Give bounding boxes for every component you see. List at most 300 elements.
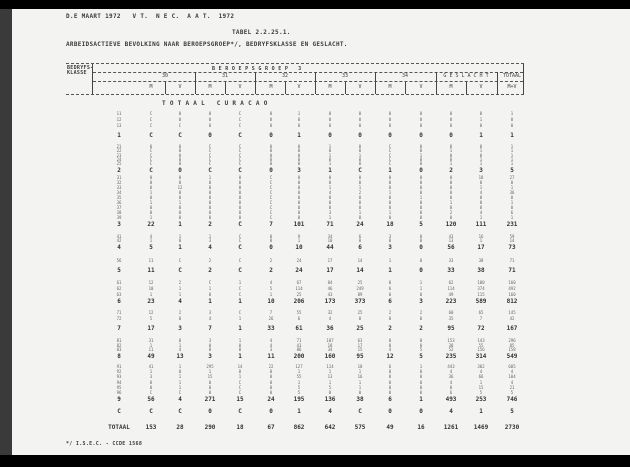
detail-row-value: 0 [449,156,453,162]
column-separator [285,82,286,94]
detail-row-value: 605 [508,364,516,369]
detail-row-value: 36 [509,190,515,195]
detail-row-value: 0 [178,316,182,321]
detail-row-value: 6 [297,316,301,321]
detail-row-value: 0 [419,156,423,162]
subtotal-row-value: 3 [388,244,392,251]
detail-row-label: 23 [116,152,122,158]
detail-row-label: 94 [116,379,122,385]
detail-row-value: 38 [478,258,484,263]
detail-row-value: 0 [149,195,153,200]
detail-row-value: C [238,123,242,128]
detail-row-value: 0 [269,234,273,239]
column-separator [497,72,498,94]
detail-row-value: 1 [178,374,182,380]
column-separator [315,72,316,94]
detail-row-value: 0 [328,390,332,395]
detail-row-value: 0 [388,280,392,285]
occupation-group-31: 31 [221,73,229,79]
detail-row-value: C [208,161,212,166]
detail-row-value: 0 [178,175,182,180]
detail-row-value: 11 [148,258,154,263]
detail-row-value: 4 [449,379,453,385]
detail-row-value: 0 [297,200,301,205]
detail-row-value: 0 [449,185,453,190]
detail-row-value: C [178,123,182,128]
subtotal-row-value: 173 [324,298,336,305]
subtotal-row-value: 0 [419,244,423,251]
detail-row-value: 107 [326,338,334,343]
detail-row-value: 0 [449,117,453,122]
detail-row-value: 0 [479,111,483,116]
detail-row-value: 0 [358,180,362,185]
rule [66,63,524,64]
detail-row-value: 1 [238,316,242,321]
detail-row-value: 0 [297,205,301,210]
detail-row-value: 0 [358,144,362,149]
subtotal-row-value: 71 [326,221,334,228]
detail-row-value: 8 [388,338,392,343]
unknown-row-value: 0 [208,408,212,415]
detail-row-value: 0 [328,156,332,162]
subtotal-row-value: 13 [176,353,184,360]
detail-row-value: 15 [357,347,363,352]
subtotal-row-value: 4 [178,298,182,305]
subtotal-row-value: 1 [388,267,392,274]
subtotal-row-value: 10 [267,298,275,305]
detail-row-value: 43 [448,234,454,239]
detail-row-label: 81 [116,338,122,343]
subtotal-row-value: 4 [178,396,182,403]
detail-row-value: C [238,292,242,297]
detail-row-value: 0 [328,205,332,210]
detail-row-value: 0 [178,144,182,149]
detail-row-value: 1 [178,342,182,348]
subtotal-row-value: 2 [269,267,273,274]
detail-row-value: 0 [178,210,182,215]
detail-row-value: 0 [297,215,301,220]
detail-row-value: 0 [297,123,301,128]
detail-row-value: 0 [388,369,392,375]
detail-row-label: 33 [116,185,122,190]
detail-row-value: 12 [148,310,154,315]
detail-row-value: C [149,152,153,158]
detail-row-value: 0 [178,180,182,185]
detail-row-value: 0 [388,316,392,321]
detail-row-value: 1 [238,338,242,343]
detail-row-value: 0 [178,195,182,200]
unknown-row-value: C [149,408,153,415]
detail-row-value: 11 [148,347,154,352]
detail-row-value: 4 [479,190,483,195]
detail-row-value: 0 [388,200,392,205]
detail-row-value: 0 [269,369,273,375]
detail-row-value: 115 [477,292,485,297]
subtotal-row-value: 23 [147,298,155,305]
detail-row-value: 0 [269,390,273,395]
detail-row-value: 0 [388,384,392,390]
detail-row-value: 114 [295,286,303,291]
detail-row-value: 0 [388,195,392,200]
subtotal-row-value: 95 [356,353,364,360]
rule [66,94,524,95]
detail-row-value: 1 [208,369,212,375]
detail-row-value: 14 [509,238,515,243]
detail-row-value: 2 [178,280,182,285]
subtotal-row-value: 3 [297,167,301,174]
subtotal-row-value: C [238,267,242,274]
detail-row-value: 13 [448,238,454,243]
detail-row-value: 1 [328,185,332,190]
detail-row-value: C [269,190,273,195]
subtotal-row-value: 167 [506,325,518,332]
detail-row-value: 0 [510,117,514,122]
detail-row-value: 17 [327,258,333,263]
subtotal-row-value: 3 [419,298,423,305]
rule [93,81,523,82]
subtotal-row-value: 1 [178,244,182,251]
detail-row-value: 1 [149,215,153,220]
detail-row-value: 1 [297,379,301,385]
subtotal-row-value: C [238,221,242,228]
detail-row-value: 71 [296,338,302,343]
detail-row-value: 0 [419,185,423,190]
detail-row-value: 0 [358,123,362,128]
subtotal-row-value: 11 [147,267,155,274]
detail-row-value: 0 [358,390,362,395]
detail-row-value: 0 [358,200,362,205]
detail-row-value: 0 [178,369,182,375]
detail-row-value: 0 [328,117,332,122]
detail-row-value: 0 [419,369,423,375]
detail-row-value: 55 [296,374,302,380]
detail-row-value: 1 [297,238,301,243]
subtotal-row-value: 2 [419,325,423,332]
detail-row-label: 71 [116,310,122,315]
subtotal-row-value: 0 [419,132,423,139]
footnote: */ I.S.E.C. - CCDE 1568 [66,441,143,447]
subtotal-row-value: 589 [475,298,487,305]
detail-row-value: 160 [508,292,516,297]
detail-row-value: 0 [269,123,273,128]
unknown-row-label: C [117,408,121,415]
detail-row-value: 1 [149,342,153,348]
detail-row-value: 33 [448,258,454,263]
detail-row-value: 16 [357,374,363,380]
detail-row-value: 0 [297,156,301,162]
detail-row-value: 158 [508,347,516,352]
detail-row-value: 21 [509,384,515,390]
section-title: T O T A A L C U R A C A O [162,100,268,107]
detail-row-value: 1 [510,215,514,220]
detail-row-value: 0 [269,238,273,243]
detail-row-value: 63 [357,338,363,343]
subtotal-row-value: 7 [208,325,212,332]
detail-row-label: 34 [116,190,122,195]
column-separator [436,72,437,94]
subtotal-row-label: 1 [117,132,121,139]
subtotal-row-label: 4 [117,244,121,251]
detail-row-value: 1 [328,379,332,385]
detail-row-value: 0 [238,185,242,190]
sub-column-header: M+V [507,84,517,90]
subtotal-row-label: 9 [117,396,121,403]
detail-row-value: 0 [149,384,153,390]
detail-row-value: 156 [477,347,485,352]
detail-row-value: C [238,144,242,149]
subtotal-row-value: 0 [419,167,423,174]
detail-row-value: 1 [419,195,423,200]
subtotal-row-value: 24 [267,396,275,403]
detail-row-value: C [149,161,153,166]
detail-row-value: C [388,152,392,158]
detail-row-label: 61 [116,280,122,285]
subtotal-row-value: 56 [447,244,455,251]
sub-column-header: M [328,84,332,90]
subtotal-row-value: 1 [479,132,483,139]
detail-row-value: 1 [269,292,273,297]
detail-row-value: 0 [510,195,514,200]
subtotal-row-value: 3 [479,167,483,174]
detail-row-value: 5 [297,384,301,390]
detail-row-value: 1 [449,200,453,205]
detail-row-value: C [208,148,212,154]
subtotal-row-value: 0 [269,244,273,251]
detail-row-value: 145 [508,310,516,315]
sub-column-header: V [419,84,423,90]
detail-row-value: 0 [388,180,392,185]
detail-row-value: 0 [510,123,514,128]
detail-row-value: 0 [419,384,423,390]
subtotal-row-value: 253 [475,396,487,403]
subtotal-row-value: 1 [510,132,514,139]
detail-row-value: 4 [269,280,273,285]
detail-row-value: 249 [356,286,364,291]
detail-row-value: 4 [328,190,332,195]
detail-row-value: 6 [388,286,392,291]
detail-row-value: 4 [328,316,332,321]
detail-row-label: 31 [116,175,122,180]
detail-row-value: 0 [419,390,423,395]
detail-row-value: 0 [419,123,423,128]
subtotal-row-value: 111 [475,221,487,228]
subtotal-row-label: 8 [117,353,121,360]
detail-row-value: 0 [328,175,332,180]
subtotal-row-value: 15 [236,396,244,403]
detail-row-value: 1 [449,161,453,166]
subtotal-row-value: C [149,167,153,174]
detail-row-value: 4 [479,210,483,215]
detail-row-value: 1 [510,111,514,116]
detail-row-value: 127 [295,364,303,369]
detail-row-value: C [238,384,242,390]
detail-row-value: 1 [358,185,362,190]
subtotal-row-value: 120 [445,221,457,228]
sub-column-header: M [388,84,392,90]
detail-row-value: 100 [477,280,485,285]
detail-row-value: 0 [208,123,212,128]
detail-row-value: 49 [448,292,454,297]
detail-row-value: 0 [449,111,453,116]
subtotal-row-value: 493 [445,396,457,403]
detail-row-label: 36 [116,200,122,205]
detail-row-label: 62 [116,286,122,291]
detail-row-value: 1 [419,152,423,158]
detail-row-value: C [388,144,392,149]
detail-row-label: 92 [116,369,122,375]
detail-row-value: 0 [238,200,242,205]
detail-row-value: 32 [327,310,333,315]
subtotal-row-value: 812 [506,298,518,305]
detail-row-value: 35 [448,316,454,321]
detail-row-value: 0 [358,195,362,200]
subtotal-row-value: 1 [388,167,392,174]
detail-row-value: 0 [419,161,423,166]
detail-row-value: 31 [148,338,154,343]
detail-row-value: 0 [419,175,423,180]
detail-row-value: C [269,195,273,200]
detail-row-value: 3 [269,347,273,352]
detail-row-value: 0 [388,374,392,380]
detail-row-value: 0 [388,185,392,190]
subtotal-row-value: 24 [356,221,364,228]
subtotal-row-value: C [178,267,182,274]
detail-row-label: 82 [116,342,122,348]
unknown-row-value: 0 [388,408,392,415]
detail-row-value: 2 [269,258,273,263]
detail-row-value: 0 [149,185,153,190]
detail-row-value: 1 [178,364,182,369]
subtotal-row-value: 1 [297,132,301,139]
detail-row-value: 0 [388,215,392,220]
detail-row-value: 14 [357,258,363,263]
detail-row-value: 26 [268,316,274,321]
detail-row-value: 0 [208,342,212,348]
detail-row-value: C [388,148,392,154]
detail-row-value: 0 [269,156,273,162]
detail-row-value: 1 [388,258,392,263]
detail-row-value: 6 [510,210,514,215]
detail-row-value: 0 [479,152,483,158]
detail-row-value: 5 [328,384,332,390]
subtotal-row-value: C [149,132,153,139]
sub-column-header: V [178,84,182,90]
detail-row-value: 1 [479,379,483,385]
detail-row-value: 27 [509,175,515,180]
detail-row-value: 0 [510,180,514,185]
detail-row-value: 1 [388,190,392,195]
row-label-header: BEDRYFS- KLASSE [67,65,94,76]
detail-row-value: 6 [449,390,453,395]
detail-row-value: 0 [419,292,423,297]
detail-row-value: 295 [206,364,214,369]
subtotal-row-value: 206 [293,298,305,305]
subtotal-row-value: 33 [267,325,275,332]
detail-row-value: 0 [419,117,423,122]
detail-row-value: 153 [447,338,455,343]
column-separator [345,82,346,94]
rule [523,64,524,94]
detail-row-value: 1 [208,175,212,180]
occupation-group-34: 34 [401,73,409,79]
detail-row-value: 1 [510,200,514,205]
detail-row-value: 1 [358,369,362,375]
subtotal-row-value: 36 [326,325,334,332]
detail-row-value: 0 [388,111,392,116]
detail-row-value: C [208,280,212,285]
detail-row-value: 0 [269,148,273,154]
detail-row-value: 0 [388,379,392,385]
detail-row-value: 1 [238,280,242,285]
header-line: D.E MAART 1972 V T. N E C. A A T. 1972 [66,13,235,20]
detail-row-value: 1 [178,379,182,385]
subtotal-row-label: 7 [117,325,121,332]
detail-row-value: 0 [238,190,242,195]
subtotal-row-value: 14 [356,267,364,274]
detail-row-value: 4 [510,379,514,385]
detail-row-value: 114 [326,364,334,369]
detail-row-value: 1 [178,292,182,297]
detail-row-value: 0 [419,379,423,385]
detail-row-label: 72 [116,316,122,321]
detail-row-value: 0 [149,205,153,210]
subtotal-row-value: 95 [447,325,455,332]
detail-row-value: 1 [149,190,153,195]
detail-row-value: 0 [238,205,242,210]
detail-row-value: 374 [477,286,485,291]
detail-row-value: 0 [178,190,182,195]
subtotal-row-value: 101 [293,221,305,228]
detail-row-label: 24 [116,156,122,162]
subtotal-row-value: 17 [326,267,334,274]
unknown-row-value: 1 [297,408,301,415]
subtotal-row-value: 223 [445,298,457,305]
detail-row-value: 0 [419,234,423,239]
detail-row-value: 46 [327,286,333,291]
subtotal-row-value: 49 [147,353,155,360]
detail-row-value: 25 [357,280,363,285]
detail-row-value: C [149,111,153,116]
detail-row-value: 6 [388,364,392,369]
detail-row-value: 0 [449,205,453,210]
subtotal-row-value: 10 [295,244,303,251]
detail-row-value: 1 [149,292,153,297]
subtotal-row-value: 373 [354,298,366,305]
detail-row-value: 4 [449,369,453,375]
detail-row-label: 32 [116,180,122,185]
detail-row-value: 5 [510,390,514,395]
subtotal-row-value: 0 [419,267,423,274]
occupation-group-33: 33 [341,73,349,79]
detail-row-label: 41 [116,234,122,239]
detail-row-value: 0 [388,390,392,395]
detail-row-value: 0 [208,190,212,195]
subtotal-row-value: 61 [295,325,303,332]
detail-row-value: 0 [269,379,273,385]
detail-row-value: 0 [208,200,212,205]
detail-row-value: 0 [328,111,332,116]
detail-row-value: 0 [479,205,483,210]
detail-row-value: 1 [479,156,483,162]
detail-row-value: C [208,156,212,162]
subtotal-row-value: 56 [147,396,155,403]
detail-row-value: 2 [449,210,453,215]
detail-row-value: C [238,117,242,122]
detail-row-value: 1 [510,156,514,162]
detail-row-label: 63 [116,292,122,297]
detail-row-label: 95 [116,384,122,390]
detail-row-value: 104 [508,374,516,380]
